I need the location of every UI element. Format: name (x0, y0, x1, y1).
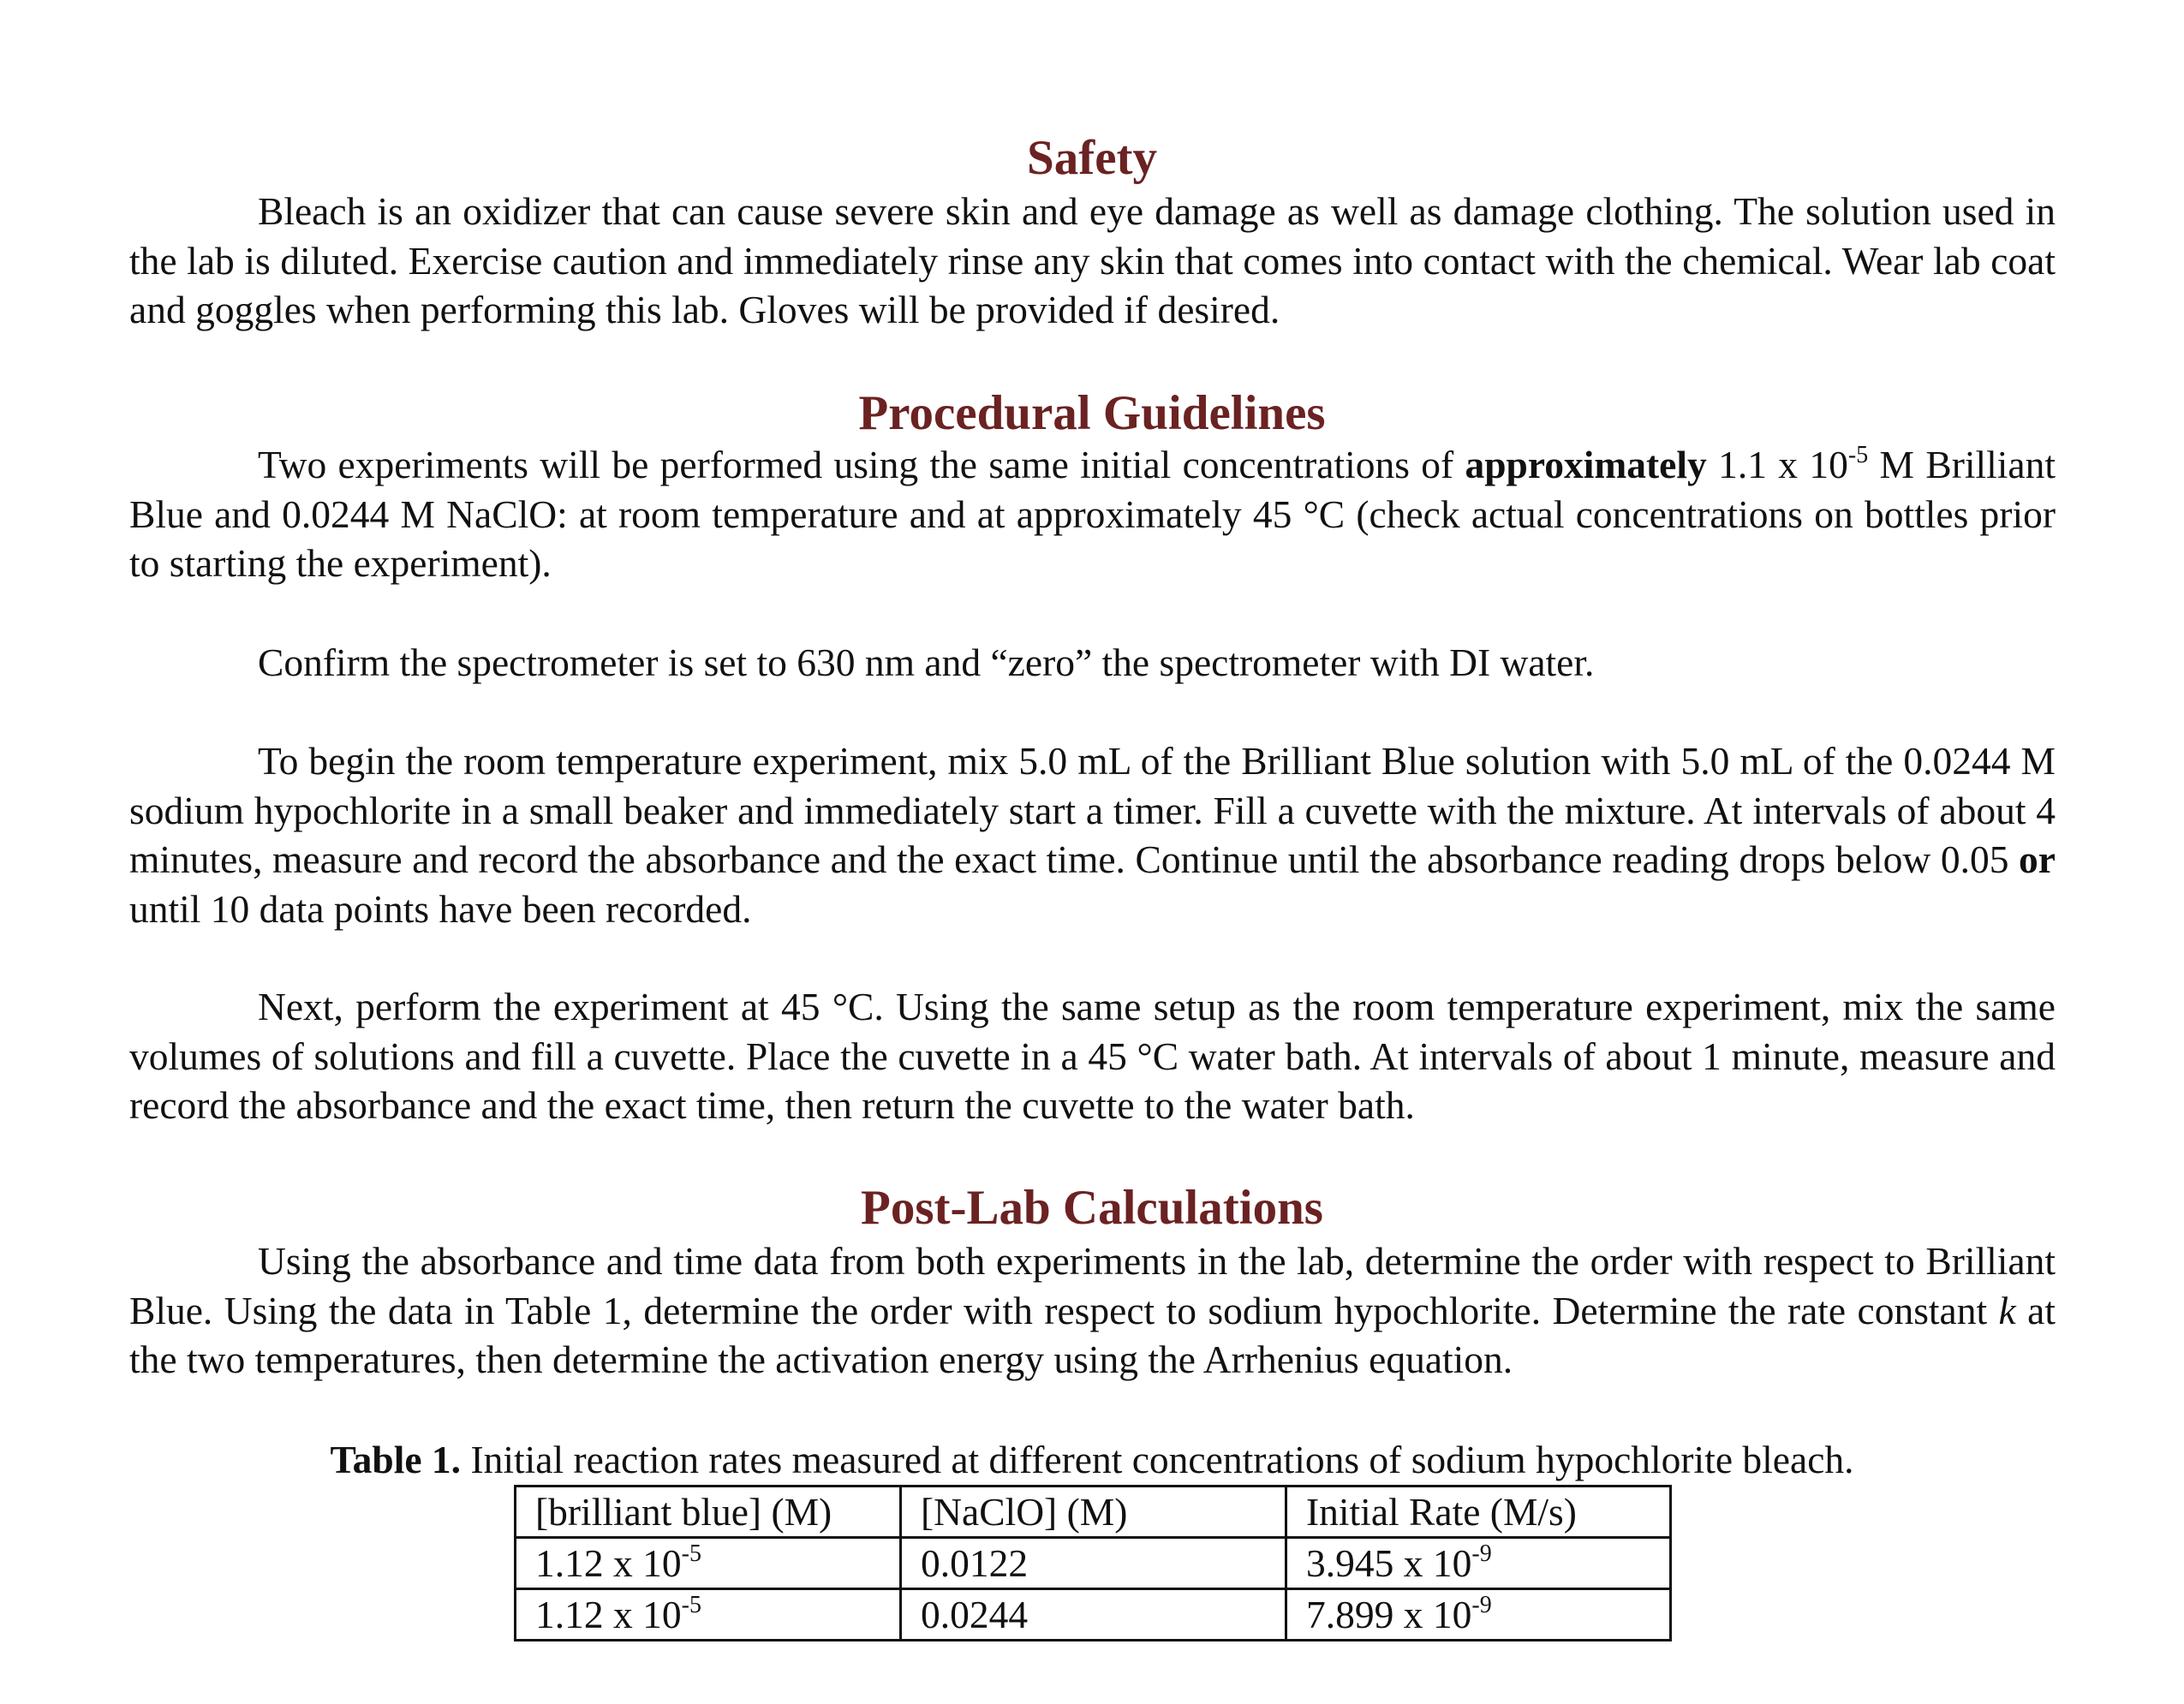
exponent: -9 (1471, 1592, 1492, 1618)
value: 3.945 x 10 (1306, 1541, 1472, 1585)
value: 1.12 x 10 (535, 1593, 682, 1636)
header-brilliant-blue: [brilliant blue] (M) (516, 1487, 901, 1538)
emphasis: or (2019, 837, 2056, 881)
procedure-paragraph-4: Next, perform the experiment at 45 °C. Using the same setup as the room temperature experiment, mix the same volumes of solutions and fill a cuvette. Place the cuvette in a 45 °C water bath. At intervals of about 1 minute, measure and record the absorbance and the exact time, then return the cuvette to the water bath. (129, 985, 2056, 1127)
text: To begin the room temperature experiment, mix 5.0 mL of the Brilliant Blue solution with 5.0 mL of the 0.0244 M sodium hypochlorite in a small beaker and immediately start a timer. Fill a cuvette with the mixture. At intervals of about 4 minutes, measure and record the absorbance and the exact time. Continue until the absorbance reading drops below 0.05 (129, 739, 2056, 881)
table-caption (0, 1435, 2184, 1484)
cell-brilliant-blue (516, 1538, 901, 1589)
exponent: -5 (681, 1540, 701, 1567)
cell-naclo: 0.0244 (901, 1589, 1286, 1641)
value: 7.899 x 10 (1306, 1593, 1472, 1636)
cell-rate (1286, 1589, 1671, 1641)
emphasis: approximately (1465, 443, 1707, 486)
exponent: -5 (681, 1592, 701, 1618)
rate-constant-symbol: k (1998, 1288, 2016, 1332)
text: M Brilliant Blue and 0.0244 M NaClO: at room temperature and at approximately 45 °C (check actual concentrations on bottles prior to starting the experiment). (129, 443, 2056, 585)
text: 1.1 x 10 (1706, 443, 1848, 486)
table-row (516, 1538, 1671, 1589)
table-label: Table 1. (330, 1438, 462, 1481)
cell-rate (1286, 1538, 1671, 1589)
exponent: -5 (1847, 442, 1869, 468)
safety-heading: Safety (1027, 131, 1157, 185)
header-naclo: [NaClO] (M) (901, 1487, 1286, 1538)
cell-naclo: 0.0122 (901, 1538, 1286, 1589)
rates-table (514, 1485, 1672, 1641)
procedural-guidelines-heading: Procedural Guidelines (858, 386, 1326, 440)
exponent: -9 (1471, 1540, 1492, 1567)
cell-brilliant-blue (516, 1589, 901, 1641)
table-row (516, 1589, 1671, 1641)
text: Two experiments will be performed using the same initial concentrations of (258, 443, 1465, 486)
post-lab-heading: Post-Lab Calculations (861, 1181, 1323, 1235)
post-lab-paragraph (129, 1236, 2056, 1385)
value: 1.12 x 10 (535, 1541, 682, 1585)
safety-paragraph: Bleach is an oxidizer that can cause severe skin and eye damage as well as damage clothing. The solution used in the lab is diluted. Exercise caution and immediately rinse any skin that comes into contact with the chemical. Wear lab coat and goggles when performing this lab. Gloves will be provided if desired. (129, 189, 2056, 331)
table-header-row (516, 1487, 1671, 1538)
text: until 10 data points have been recorded. (129, 886, 752, 931)
header-initial-rate: Initial Rate (M/s) (1286, 1487, 1671, 1538)
caption-text: Initial reaction rates measured at different concentrations of sodium hypochlorite bleach. (461, 1438, 1854, 1481)
text: Using the absorbance and time data from both experiments in the lab, determine the order with respect to Brilliant Blue. Using the data in Table 1, determine the order with respect to sodium hypochlorite. Determine the rate constant (129, 1239, 2056, 1332)
procedure-paragraph-3 (129, 736, 2056, 933)
procedure-paragraph-1 (129, 440, 2056, 588)
text: at the two temperatures, then determine the activation energy using the Arrhenius equation. (129, 1288, 2056, 1381)
procedure-paragraph-2: Confirm the spectrometer is set to 630 nm and “zero” the spectrometer with DI water. (258, 640, 1595, 684)
